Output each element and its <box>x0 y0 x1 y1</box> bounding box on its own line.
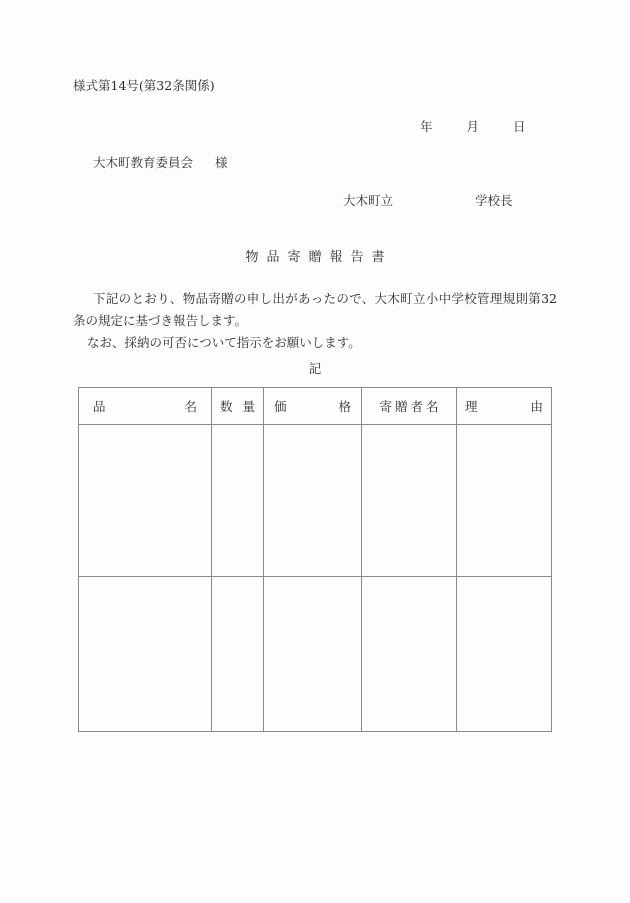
date-year-label: 年 <box>420 119 433 134</box>
cell-reason[interactable] <box>457 425 552 577</box>
table-header-row <box>79 388 552 425</box>
column-header-donor: 寄贈者名 <box>362 388 457 425</box>
sender-line <box>343 191 513 209</box>
donation-table <box>78 387 552 732</box>
cell-donor[interactable] <box>362 425 457 577</box>
cell-quantity[interactable] <box>212 425 264 577</box>
table-header <box>79 388 552 425</box>
sender-municipality: 大木町立 <box>343 193 394 208</box>
date-month-label: 月 <box>466 119 479 134</box>
cell-price[interactable] <box>264 577 362 732</box>
column-header-price: 価格 <box>264 388 362 425</box>
addressee-name: 大木町教育委員会 <box>93 155 194 170</box>
ki-marker: 記 <box>308 361 322 376</box>
date-line <box>420 117 525 135</box>
donation-table-wrapper <box>78 387 551 732</box>
column-header-quantity: 数量 <box>212 388 264 425</box>
cell-reason[interactable] <box>457 577 552 732</box>
body-paragraph-1: 下記のとおり、物品寄贈の申し出があったので、大木町立小中学校管理規則第32条の規定に基づき報告します。 <box>73 291 557 328</box>
cell-item[interactable] <box>79 425 212 577</box>
date-day-label: 日 <box>512 119 526 134</box>
document-title: 物品寄贈報告書 <box>245 250 393 265</box>
document-body <box>73 288 557 354</box>
form-number: 様式第14号(第32条関係) <box>73 78 215 93</box>
table-row <box>79 425 552 577</box>
addressee-honorific: 様 <box>215 155 228 170</box>
sender-title: 学校長 <box>474 193 513 208</box>
cell-price[interactable] <box>264 425 362 577</box>
cell-item[interactable] <box>79 577 212 732</box>
body-paragraph-2: なお、採納の可否について指示をお願いします。 <box>87 335 361 350</box>
column-header-reason: 理由 <box>457 388 552 425</box>
cell-quantity[interactable] <box>212 577 264 732</box>
table-row <box>79 577 552 732</box>
cell-donor[interactable] <box>362 577 457 732</box>
column-header-item: 品名 <box>79 388 212 425</box>
addressee-line <box>93 153 228 171</box>
table-body <box>79 425 552 732</box>
